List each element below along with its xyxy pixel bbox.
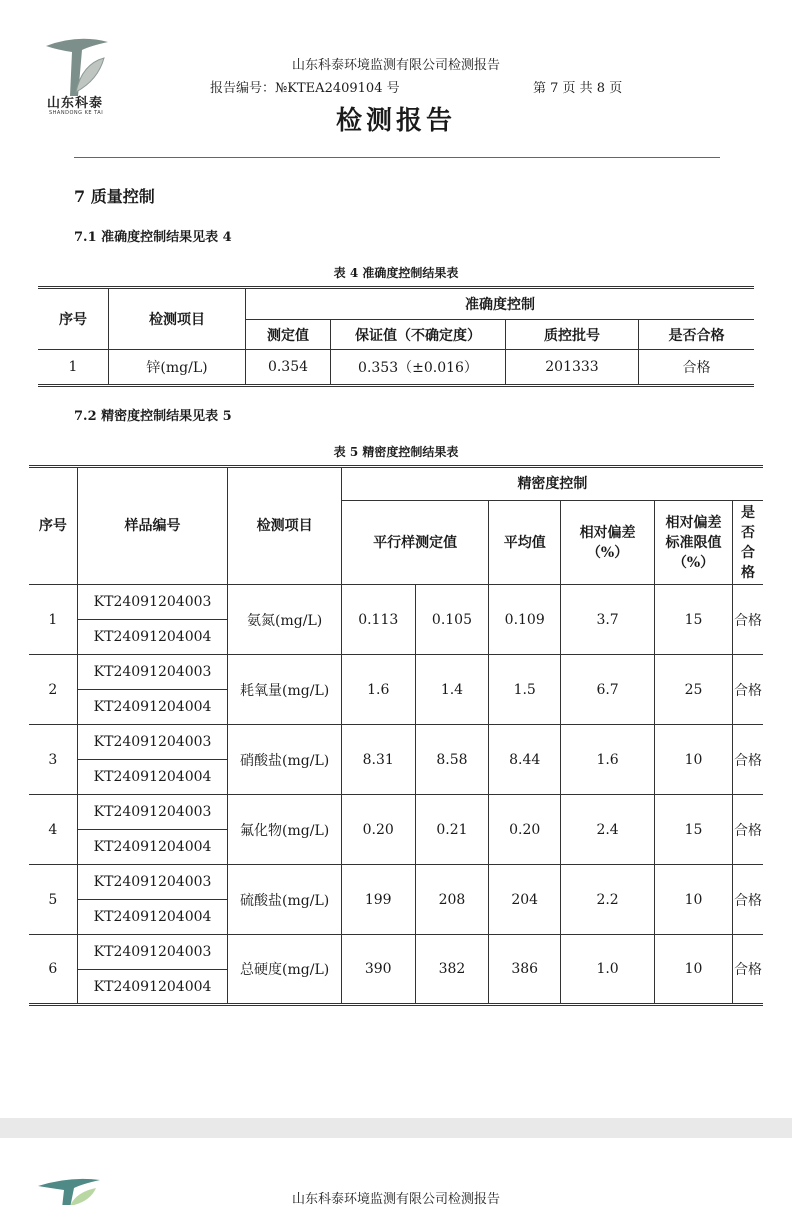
page-indicator: 第 7 页 共 8 页 (533, 81, 623, 96)
cell-value-1: 199 (341, 865, 415, 935)
cell-value-1: 8.31 (341, 725, 415, 795)
cell-sample: KT24091204003 (77, 725, 228, 760)
cell-rel-dev: 2.2 (561, 865, 655, 935)
cell-pass: 合格 (733, 935, 764, 1005)
cell-seq: 1 (29, 585, 77, 655)
cell-pass: 合格 (733, 865, 764, 935)
cell-pass: 合格 (733, 655, 764, 725)
cell-item: 耗氧量(mg/L) (228, 655, 341, 725)
cell-rel-dev: 2.4 (561, 795, 655, 865)
col-group-accuracy: 准确度控制 (246, 288, 755, 320)
cell-sample: KT24091204003 (77, 935, 228, 970)
header-divider (74, 157, 720, 158)
cell-pass: 合格 (733, 585, 764, 655)
cell-sample: KT24091204004 (77, 970, 228, 1005)
precision-table (29, 465, 763, 1006)
cell-sample: KT24091204004 (77, 830, 228, 865)
cell-limit: 15 (655, 585, 733, 655)
cell-avg: 204 (489, 865, 561, 935)
cell-measured: 0.354 (246, 350, 331, 386)
cell-pass: 合格 (639, 350, 755, 386)
cell-rel-dev: 1.6 (561, 725, 655, 795)
col-seq: 序号 (29, 467, 77, 585)
cell-value-2: 208 (415, 865, 489, 935)
cell-rel-dev: 3.7 (561, 585, 655, 655)
cell-value-2: 8.58 (415, 725, 489, 795)
col-rel-std: 相对偏差标准限值（%） (655, 501, 733, 585)
section-heading: 7 质量控制 (74, 187, 155, 206)
table-row (29, 585, 763, 620)
cell-batch: 201333 (506, 350, 639, 386)
cell-value-2: 382 (415, 935, 489, 1005)
cell-seq: 2 (29, 655, 77, 725)
cell-value-1: 0.113 (341, 585, 415, 655)
col-pass: 是否合格 (733, 501, 764, 585)
cell-certified: 0.353（±0.016） (331, 350, 506, 386)
cell-sample: KT24091204004 (77, 690, 228, 725)
cell-limit: 10 (655, 865, 733, 935)
cell-sample: KT24091204004 (77, 620, 228, 655)
cell-avg: 1.5 (489, 655, 561, 725)
table5-caption: 表 5 精密度控制结果表 (333, 445, 459, 459)
logo-text: 山东科泰 (47, 96, 104, 111)
cell-avg: 8.44 (489, 725, 561, 795)
col-sample: 样品编号 (77, 467, 228, 585)
col-rel-dev: 相对偏差（%） (561, 501, 655, 585)
cell-sample: KT24091204003 (77, 655, 228, 690)
subsection-precision: 7.2 精密度控制结果见表 5 (74, 409, 232, 424)
accuracy-table (38, 286, 754, 387)
cell-sample: KT24091204004 (77, 760, 228, 795)
cell-item: 总硬度(mg/L) (228, 935, 341, 1005)
cell-sample: KT24091204003 (77, 865, 228, 900)
next-page (0, 1138, 792, 1205)
cell-value-1: 390 (341, 935, 415, 1005)
col-pass: 是否合格 (639, 320, 755, 350)
cell-value-1: 1.6 (341, 655, 415, 725)
cell-limit: 10 (655, 725, 733, 795)
cell-rel-dev: 1.0 (561, 935, 655, 1005)
logo-subtext: SHANDONG KE TAI (49, 110, 104, 116)
cell-rel-dev: 6.7 (561, 655, 655, 725)
report-number: 报告编号：№KTEA2409104 号 (210, 81, 400, 96)
col-group-precision: 精密度控制 (341, 467, 763, 501)
cell-avg: 0.20 (489, 795, 561, 865)
cell-pass: 合格 (733, 795, 764, 865)
col-avg: 平均值 (489, 501, 561, 585)
cell-pass: 合格 (733, 725, 764, 795)
table-row (29, 655, 763, 690)
subsection-accuracy: 7.1 准确度控制结果见表 4 (74, 230, 232, 245)
cell-seq: 3 (29, 725, 77, 795)
table4-caption: 表 4 准确度控制结果表 (333, 266, 459, 280)
col-seq: 序号 (38, 288, 109, 350)
cell-sample: KT24091204004 (77, 900, 228, 935)
cell-value-2: 0.105 (415, 585, 489, 655)
table-row (29, 865, 763, 900)
table-row (29, 935, 763, 970)
col-item: 检测项目 (228, 467, 341, 585)
cell-avg: 386 (489, 935, 561, 1005)
cell-item: 氨氮(mg/L) (228, 585, 341, 655)
company-title: 山东科泰环境监测有限公司检测报告 (291, 1192, 500, 1205)
cell-limit: 10 (655, 935, 733, 1005)
cell-item: 硝酸盐(mg/L) (228, 725, 341, 795)
cell-limit: 25 (655, 655, 733, 725)
table-row (29, 725, 763, 760)
col-batch: 质控批号 (506, 320, 639, 350)
cell-sample: KT24091204003 (77, 585, 228, 620)
cell-item: 氟化物(mg/L) (228, 795, 341, 865)
cell-item: 锌(mg/L) (109, 350, 246, 386)
col-parallel: 平行样测定值 (341, 501, 488, 585)
cell-avg: 0.109 (489, 585, 561, 655)
table-row (29, 795, 763, 830)
cell-sample: KT24091204003 (77, 795, 228, 830)
cell-limit: 15 (655, 795, 733, 865)
document-title: 检测报告 (335, 106, 456, 136)
cell-item: 硫酸盐(mg/L) (228, 865, 341, 935)
cell-seq: 6 (29, 935, 77, 1005)
cell-seq: 1 (38, 350, 109, 386)
col-certified: 保证值（不确定度） (331, 320, 506, 350)
cell-value-1: 0.20 (341, 795, 415, 865)
col-measured: 测定值 (246, 320, 331, 350)
cell-seq: 5 (29, 865, 77, 935)
company-title: 山东科泰环境监测有限公司检测报告 (291, 58, 500, 73)
col-item: 检测项目 (109, 288, 246, 350)
table-row (38, 350, 754, 386)
cell-value-2: 0.21 (415, 795, 489, 865)
cell-seq: 4 (29, 795, 77, 865)
cell-value-2: 1.4 (415, 655, 489, 725)
